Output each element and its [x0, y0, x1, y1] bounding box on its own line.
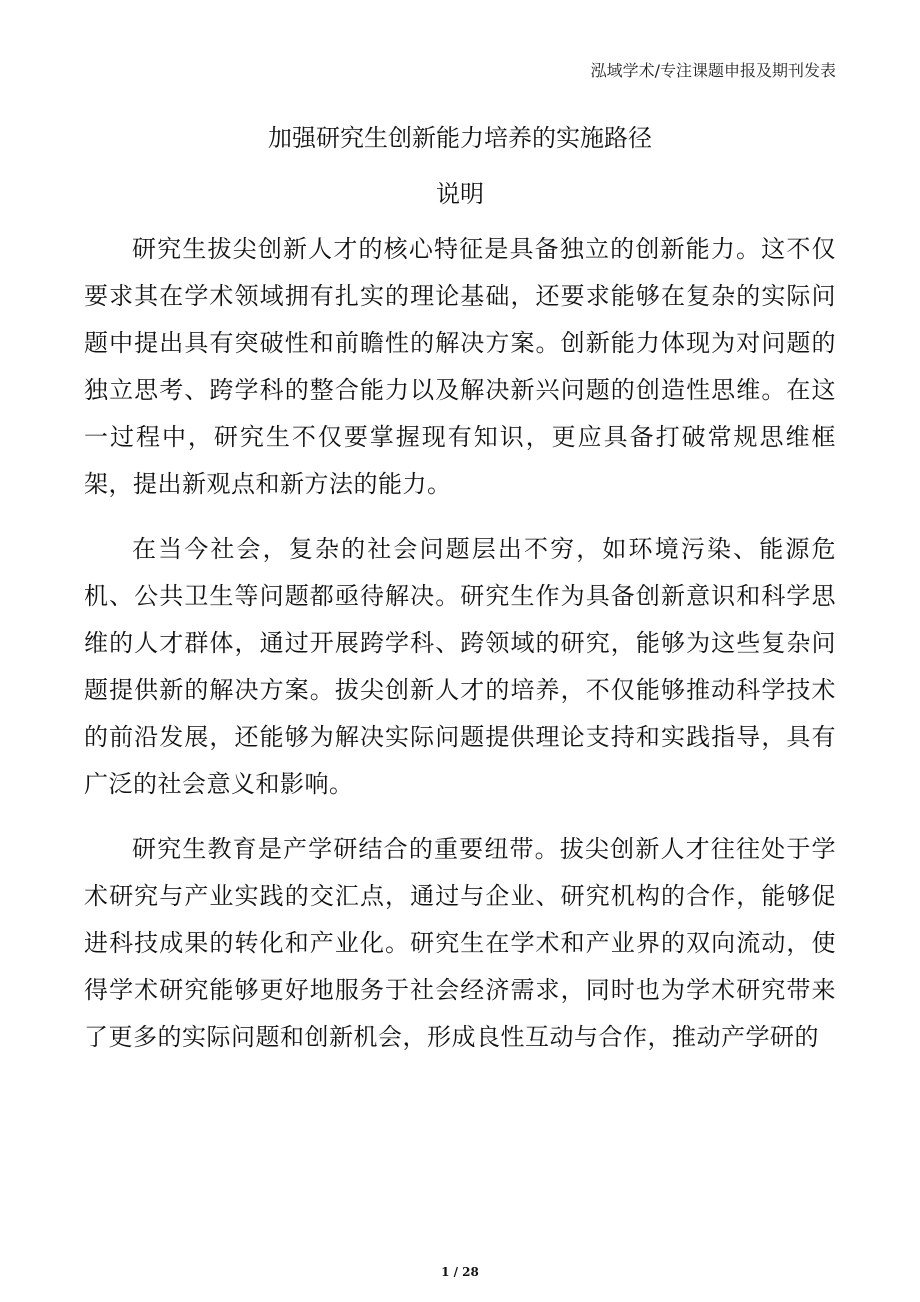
paragraph-3: 研究生教育是产学研结合的重要纽带。拔尖创新人才往往处于学术研究与产业实践的交汇点，通过与企业、研究机构的合作，能够促进科技成果的转化和产业化。研究生在学术和产业界的双向流动，使得学术研究能够更好地服务于社会经济需求，同时也为学术研究带来了更多的实际问题和创新机会，形成良性互动与合作，推动产学研的	[84, 835, 836, 1051]
paragraph-1: 研究生拔尖创新人才的核心特征是具备独立的创新能力。这不仅要求其在学术领域拥有扎实的理论基础，还要求能够在复杂的实际问题中提出具有突破性和前瞻性的解决方案。创新能力体现为对问题的独立思考、跨学科的整合能力以及解决新兴问题的创造性思维。在这一过程中，研究生不仅要掌握现有知识，更应具备打破常规思维框架，提出新观点和新方法的能力。	[84, 235, 836, 498]
section-title: 说明	[436, 180, 484, 208]
document-body	[84, 226, 836, 1079]
page-number: 1 / 28	[441, 1265, 479, 1279]
paragraph-2: 在当今社会，复杂的社会问题层出不穷，如环境污染、能源危机、公共卫生等问题都亟待解决。研究生作为具备创新意识和科学思维的人才群体，通过开展跨学科、跨领域的研究，能够为这些复杂问题提供新的解决方案。拔尖创新人才的培养，不仅能够推动科学技术的前沿发展，还能够为解决实际问题提供理论支持和实践指导，具有广泛的社会意义和影响。	[84, 535, 836, 798]
document-title: 加强研究生创新能力培养的实施路径	[268, 124, 652, 152]
header-note: 泓域学术/专注课题申报及期刊发表	[590, 61, 836, 80]
